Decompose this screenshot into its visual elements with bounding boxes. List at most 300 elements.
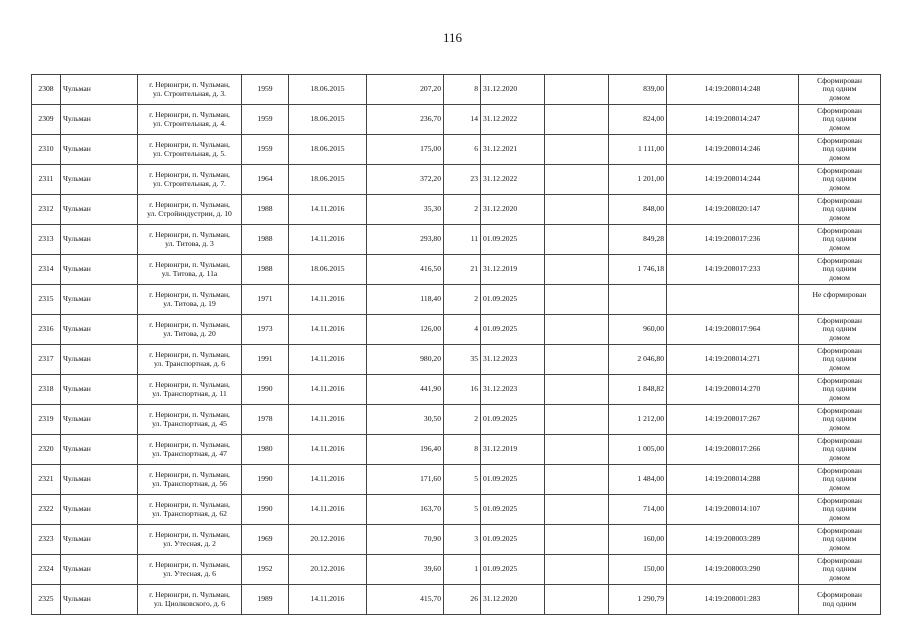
settlement-cell-text: Чульман bbox=[63, 594, 91, 604]
land-status-cell bbox=[799, 345, 881, 375]
address-cell bbox=[138, 285, 242, 315]
count-cell bbox=[444, 135, 481, 165]
table-row bbox=[32, 75, 881, 105]
empty-cell bbox=[545, 195, 609, 225]
inclusion-date-cell bbox=[289, 105, 367, 135]
area-cell-text: 236,70 bbox=[420, 114, 441, 124]
deadline-cell-text: 31.12.2023 bbox=[483, 354, 518, 364]
inclusion-date-cell bbox=[289, 75, 367, 105]
year-built-cell-text: 1988 bbox=[257, 264, 273, 274]
area-cell bbox=[367, 315, 444, 345]
row-number bbox=[32, 555, 61, 585]
land-status-cell bbox=[799, 135, 881, 165]
year-built-cell-text: 1988 bbox=[257, 204, 273, 214]
row-number-text: 2313 bbox=[38, 234, 54, 244]
address-cell-text: г. Нерюнгри, п. Чульман, bbox=[149, 560, 230, 569]
land-status-cell-text: домом bbox=[829, 272, 850, 282]
address-cell-text: ул. Строительная, д. 3. bbox=[152, 88, 227, 98]
address-cell bbox=[138, 315, 242, 345]
year-built-cell-text: 1989 bbox=[257, 594, 273, 604]
address-cell-text: ул. Утесная, д. 2 bbox=[163, 538, 216, 548]
area-cell bbox=[367, 495, 444, 525]
land-status-cell-text: Сформирован bbox=[817, 435, 862, 445]
count-cell bbox=[444, 585, 481, 615]
cadastral-number-cell bbox=[667, 435, 799, 465]
year-built-cell-text: 1990 bbox=[257, 384, 273, 394]
inclusion-date-cell-text: 14.11.2016 bbox=[310, 204, 345, 214]
year-built-cell bbox=[242, 165, 289, 195]
settlement-cell-text: Чульман bbox=[63, 84, 91, 94]
land-area-cell-text: 960,00 bbox=[643, 324, 664, 334]
settlement-cell bbox=[61, 165, 138, 195]
area-cell-text: 35,30 bbox=[423, 204, 441, 214]
area-cell bbox=[367, 555, 444, 585]
address-cell-text: г. Нерюнгри, п. Чульман, bbox=[149, 320, 230, 329]
cadastral-number-cell-text: 14:19:208017:233 bbox=[704, 264, 761, 274]
table-row bbox=[32, 525, 881, 555]
area-cell-text: 415,70 bbox=[420, 594, 441, 604]
address-cell-text: г. Нерюнгри, п. Чульман, bbox=[149, 290, 230, 299]
address-cell bbox=[138, 405, 242, 435]
deadline-cell bbox=[481, 75, 545, 105]
count-cell bbox=[444, 465, 481, 495]
settlement-cell-text: Чульман bbox=[63, 144, 91, 154]
inclusion-date-cell bbox=[289, 285, 367, 315]
empty-cell bbox=[545, 585, 609, 615]
row-number-text: 2325 bbox=[38, 594, 54, 604]
cadastral-number-cell bbox=[667, 195, 799, 225]
land-status-cell-text: Сформирован bbox=[817, 225, 862, 235]
land-status-cell-text: под одним bbox=[822, 414, 857, 424]
land-status-cell-text: Сформирован bbox=[817, 255, 862, 265]
year-built-cell bbox=[242, 255, 289, 285]
area-cell-text: 70,90 bbox=[423, 534, 441, 544]
address-cell-text: ул. Транспортная, д. 11 bbox=[152, 388, 227, 398]
count-cell-text: 4 bbox=[474, 324, 478, 334]
land-area-cell bbox=[609, 285, 667, 315]
row-number-text: 2323 bbox=[38, 534, 54, 544]
cadastral-number-cell bbox=[667, 495, 799, 525]
land-area-cell bbox=[609, 465, 667, 495]
row-number bbox=[32, 255, 61, 285]
cadastral-number-cell-text: 14:19:208014:288 bbox=[704, 474, 761, 484]
settlement-cell-text: Чульман bbox=[63, 444, 91, 454]
address-cell-text: г. Нерюнгри, п. Чульман, bbox=[149, 500, 230, 509]
deadline-cell-text: 31.12.2020 bbox=[483, 84, 518, 94]
row-number bbox=[32, 405, 61, 435]
row-number-text: 2314 bbox=[38, 264, 54, 274]
cadastral-number-cell-text: 14:19:208017:236 bbox=[704, 234, 761, 244]
count-cell-text: 1 bbox=[474, 564, 478, 574]
land-status-cell-text: Сформирован bbox=[817, 590, 862, 599]
page-number: 116 bbox=[442, 30, 463, 45]
deadline-cell-text: 01.09.2025 bbox=[483, 504, 518, 514]
address-cell bbox=[138, 585, 242, 615]
count-cell bbox=[444, 495, 481, 525]
settlement-cell bbox=[61, 285, 138, 315]
inclusion-date-cell-text: 18.06.2015 bbox=[310, 174, 345, 184]
inclusion-date-cell-text: 14.11.2016 bbox=[310, 234, 345, 244]
count-cell-text: 2 bbox=[474, 294, 478, 304]
table-row bbox=[32, 285, 881, 315]
cadastral-number-cell bbox=[667, 585, 799, 615]
address-cell bbox=[138, 375, 242, 405]
deadline-cell-text: 31.12.2023 bbox=[483, 384, 518, 394]
land-area-cell bbox=[609, 375, 667, 405]
row-number-text: 2317 bbox=[38, 354, 54, 364]
land-status-cell bbox=[799, 465, 881, 495]
settlement-cell bbox=[61, 135, 138, 165]
count-cell-text: 14 bbox=[470, 114, 478, 124]
table-row bbox=[32, 435, 881, 465]
land-status-cell bbox=[799, 435, 881, 465]
deadline-cell-text: 31.12.2022 bbox=[483, 114, 518, 124]
land-area-cell-text: 2 046,80 bbox=[637, 354, 664, 364]
row-number bbox=[32, 495, 61, 525]
cadastral-number-cell bbox=[667, 105, 799, 135]
cadastral-number-cell bbox=[667, 375, 799, 405]
year-built-cell-text: 1978 bbox=[257, 414, 273, 424]
count-cell bbox=[444, 225, 481, 255]
row-number-text: 2311 bbox=[38, 174, 54, 184]
inclusion-date-cell-text: 18.06.2015 bbox=[310, 264, 345, 274]
address-cell-text: ул. Транспортная, д. 47 bbox=[152, 448, 227, 458]
deadline-cell bbox=[481, 165, 545, 195]
land-status-cell bbox=[799, 195, 881, 225]
table-row bbox=[32, 225, 881, 255]
inclusion-date-cell-text: 14.11.2016 bbox=[310, 324, 345, 334]
land-status-cell-text: Сформирован bbox=[817, 135, 862, 145]
registry-table bbox=[31, 74, 881, 615]
land-area-cell-text: 1 212,00 bbox=[637, 414, 664, 424]
deadline-cell bbox=[481, 585, 545, 615]
inclusion-date-cell bbox=[289, 135, 367, 165]
year-built-cell bbox=[242, 525, 289, 555]
land-status-cell-text: Сформирован bbox=[817, 405, 862, 415]
count-cell bbox=[444, 555, 481, 585]
settlement-cell-text: Чульман bbox=[63, 204, 91, 214]
year-built-cell-text: 1964 bbox=[257, 174, 273, 184]
table-row bbox=[32, 375, 881, 405]
settlement-cell bbox=[61, 465, 138, 495]
land-status-cell-text: Сформирован bbox=[817, 195, 862, 205]
inclusion-date-cell-text: 20.12.2016 bbox=[310, 534, 345, 544]
inclusion-date-cell bbox=[289, 255, 367, 285]
year-built-cell bbox=[242, 315, 289, 345]
land-area-cell bbox=[609, 135, 667, 165]
land-status-cell-text: домом bbox=[829, 362, 850, 372]
address-cell-text: ул. Транспортная, д. 56 bbox=[152, 478, 227, 488]
count-cell bbox=[444, 105, 481, 135]
address-cell bbox=[138, 165, 242, 195]
area-cell-text: 207,20 bbox=[420, 84, 441, 94]
inclusion-date-cell-text: 14.11.2016 bbox=[310, 594, 345, 604]
settlement-cell-text: Чульман bbox=[63, 234, 91, 244]
area-cell bbox=[367, 585, 444, 615]
address-cell-text: г. Нерюнгри, п. Чульман, bbox=[149, 140, 230, 149]
deadline-cell bbox=[481, 195, 545, 225]
inclusion-date-cell-text: 18.06.2015 bbox=[310, 114, 345, 124]
year-built-cell bbox=[242, 75, 289, 105]
empty-cell bbox=[545, 375, 609, 405]
deadline-cell-text: 01.09.2025 bbox=[483, 534, 518, 544]
land-status-cell-text: под одним bbox=[822, 444, 857, 454]
cadastral-number-cell-text: 14:19:208001:283 bbox=[704, 594, 761, 604]
row-number bbox=[32, 285, 61, 315]
row-number bbox=[32, 225, 61, 255]
address-cell-text: ул. Транспортная, д. 45 bbox=[152, 418, 227, 428]
settlement-cell bbox=[61, 225, 138, 255]
land-status-cell-text: Не сформирован bbox=[812, 290, 867, 299]
settlement-cell-text: Чульман bbox=[63, 114, 91, 124]
land-area-cell-text: 1 484,00 bbox=[637, 474, 664, 484]
land-status-cell-text: Сформирован bbox=[817, 465, 862, 475]
settlement-cell bbox=[61, 525, 138, 555]
settlement-cell bbox=[61, 495, 138, 525]
land-area-cell-text: 160,00 bbox=[643, 534, 664, 544]
address-cell-text: г. Нерюнгри, п. Чульман, bbox=[149, 230, 230, 239]
land-area-cell bbox=[609, 315, 667, 345]
row-number-text: 2310 bbox=[38, 144, 54, 154]
count-cell-text: 5 bbox=[474, 474, 478, 484]
land-area-cell bbox=[609, 255, 667, 285]
cadastral-number-cell bbox=[667, 285, 799, 315]
cadastral-number-cell-text: 14:19:208014:270 bbox=[704, 384, 761, 394]
empty-cell bbox=[545, 105, 609, 135]
area-cell-text: 30,50 bbox=[423, 414, 441, 424]
row-number bbox=[32, 435, 61, 465]
row-number bbox=[32, 165, 61, 195]
area-cell bbox=[367, 225, 444, 255]
address-cell-text: ул. Транспортная, д. 62 bbox=[152, 508, 227, 518]
inclusion-date-cell bbox=[289, 585, 367, 615]
land-area-cell bbox=[609, 105, 667, 135]
land-status-cell-text: домом bbox=[829, 482, 850, 492]
empty-cell bbox=[545, 285, 609, 315]
year-built-cell bbox=[242, 465, 289, 495]
count-cell-text: 26 bbox=[470, 594, 478, 604]
count-cell bbox=[444, 75, 481, 105]
cadastral-number-cell-text: 14:19:208014:247 bbox=[704, 114, 761, 124]
empty-cell bbox=[545, 255, 609, 285]
land-area-cell-text: 1 848,82 bbox=[637, 384, 664, 394]
address-cell bbox=[138, 555, 242, 585]
address-cell bbox=[138, 105, 242, 135]
land-area-cell bbox=[609, 585, 667, 615]
address-cell-text: ул. Строительная, д. 5. bbox=[152, 148, 227, 158]
deadline-cell-text: 31.12.2020 bbox=[483, 204, 518, 214]
empty-cell bbox=[545, 75, 609, 105]
row-number-text: 2312 bbox=[38, 204, 54, 214]
year-built-cell-text: 1990 bbox=[257, 474, 273, 484]
year-built-cell-text: 1971 bbox=[257, 294, 273, 304]
address-cell-text: г. Нерюнгри, п. Чульман, bbox=[149, 170, 230, 179]
land-area-cell-text: 839,00 bbox=[643, 84, 664, 94]
land-status-cell-text: домом bbox=[829, 332, 850, 342]
row-number bbox=[32, 195, 61, 225]
settlement-cell-text: Чульман bbox=[63, 294, 91, 304]
land-area-cell bbox=[609, 195, 667, 225]
area-cell bbox=[367, 285, 444, 315]
year-built-cell bbox=[242, 195, 289, 225]
year-built-cell bbox=[242, 345, 289, 375]
land-area-cell bbox=[609, 75, 667, 105]
land-area-cell bbox=[609, 165, 667, 195]
deadline-cell-text: 01.09.2025 bbox=[483, 234, 518, 244]
area-cell-text: 126,00 bbox=[420, 324, 441, 334]
inclusion-date-cell bbox=[289, 225, 367, 255]
area-cell bbox=[367, 465, 444, 495]
deadline-cell-text: 31.12.2022 bbox=[483, 174, 518, 184]
count-cell bbox=[444, 345, 481, 375]
row-number-text: 2319 bbox=[38, 414, 54, 424]
row-number bbox=[32, 585, 61, 615]
count-cell-text: 5 bbox=[474, 504, 478, 514]
inclusion-date-cell-text: 14.11.2016 bbox=[310, 354, 345, 364]
address-cell-text: г. Нерюнгри, п. Чульман, bbox=[149, 380, 230, 389]
land-status-cell bbox=[799, 525, 881, 555]
count-cell bbox=[444, 435, 481, 465]
empty-cell bbox=[545, 315, 609, 345]
land-area-cell bbox=[609, 225, 667, 255]
table-row bbox=[32, 135, 881, 165]
table-row bbox=[32, 465, 881, 495]
row-number bbox=[32, 465, 61, 495]
table-row bbox=[32, 105, 881, 135]
inclusion-date-cell bbox=[289, 375, 367, 405]
area-cell bbox=[367, 525, 444, 555]
address-cell bbox=[138, 135, 242, 165]
table-row bbox=[32, 165, 881, 195]
deadline-cell bbox=[481, 465, 545, 495]
land-status-cell-text: под одним bbox=[822, 598, 857, 608]
settlement-cell-text: Чульман bbox=[63, 504, 91, 514]
land-status-cell-text: под одним bbox=[822, 534, 857, 544]
deadline-cell-text: 31.12.2019 bbox=[483, 444, 518, 454]
count-cell-text: 16 bbox=[470, 384, 478, 394]
land-area-cell-text: 848,00 bbox=[643, 204, 664, 214]
deadline-cell bbox=[481, 405, 545, 435]
settlement-cell bbox=[61, 555, 138, 585]
area-cell-text: 196,40 bbox=[420, 444, 441, 454]
land-status-cell-text: домом bbox=[829, 542, 850, 552]
year-built-cell-text: 1959 bbox=[257, 144, 273, 154]
address-cell-text: г. Нерюнгри, п. Чульман, bbox=[149, 110, 230, 119]
land-status-cell-text: Сформирован bbox=[817, 345, 862, 355]
table-row bbox=[32, 585, 881, 615]
deadline-cell bbox=[481, 345, 545, 375]
row-number-text: 2316 bbox=[38, 324, 54, 334]
settlement-cell bbox=[61, 195, 138, 225]
year-built-cell-text: 1980 bbox=[257, 444, 273, 454]
land-status-cell-text: домом bbox=[829, 212, 850, 222]
deadline-cell bbox=[481, 315, 545, 345]
inclusion-date-cell-text: 14.11.2016 bbox=[310, 414, 345, 424]
row-number bbox=[32, 105, 61, 135]
area-cell bbox=[367, 405, 444, 435]
address-cell-text: г. Нерюнгри, п. Чульман, bbox=[149, 350, 230, 359]
row-number-text: 2308 bbox=[38, 84, 54, 94]
count-cell bbox=[444, 255, 481, 285]
deadline-cell-text: 01.09.2025 bbox=[483, 474, 518, 484]
area-cell-text: 416,50 bbox=[420, 264, 441, 274]
land-status-cell-text: Сформирован bbox=[817, 555, 862, 565]
table-body bbox=[32, 75, 881, 615]
address-cell bbox=[138, 345, 242, 375]
deadline-cell bbox=[481, 105, 545, 135]
cadastral-number-cell-text: 14:19:208003:289 bbox=[704, 534, 761, 544]
land-status-cell-text: Сформирован bbox=[817, 495, 862, 505]
settlement-cell bbox=[61, 105, 138, 135]
row-number bbox=[32, 135, 61, 165]
area-cell-text: 372,20 bbox=[420, 174, 441, 184]
year-built-cell bbox=[242, 555, 289, 585]
land-status-cell-text: под одним bbox=[822, 174, 857, 184]
inclusion-date-cell bbox=[289, 345, 367, 375]
empty-cell bbox=[545, 135, 609, 165]
settlement-cell-text: Чульман bbox=[63, 264, 91, 274]
land-status-cell-text: домом bbox=[829, 152, 850, 162]
inclusion-date-cell-text: 14.11.2016 bbox=[310, 384, 345, 394]
cadastral-number-cell-text: 14:19:208014:107 bbox=[704, 504, 761, 514]
count-cell-text: 2 bbox=[474, 414, 478, 424]
address-cell bbox=[138, 195, 242, 225]
land-area-cell-text: 1 111,00 bbox=[637, 144, 664, 154]
inclusion-date-cell bbox=[289, 315, 367, 345]
count-cell-text: 35 bbox=[470, 354, 478, 364]
land-status-cell-text: под одним bbox=[822, 564, 857, 574]
land-status-cell bbox=[799, 75, 881, 105]
land-status-cell bbox=[799, 255, 881, 285]
year-built-cell bbox=[242, 105, 289, 135]
settlement-cell bbox=[61, 585, 138, 615]
area-cell-text: 293,80 bbox=[420, 234, 441, 244]
land-status-cell bbox=[799, 585, 881, 615]
deadline-cell bbox=[481, 495, 545, 525]
deadline-cell-text: 01.09.2025 bbox=[483, 564, 518, 574]
land-status-cell bbox=[799, 405, 881, 435]
address-cell bbox=[138, 435, 242, 465]
land-area-cell bbox=[609, 555, 667, 585]
settlement-cell-text: Чульман bbox=[63, 414, 91, 424]
count-cell-text: 21 bbox=[470, 264, 478, 274]
settlement-cell bbox=[61, 405, 138, 435]
deadline-cell-text: 31.12.2020 bbox=[483, 594, 518, 604]
area-cell-text: 163,70 bbox=[420, 504, 441, 514]
area-cell bbox=[367, 435, 444, 465]
settlement-cell bbox=[61, 75, 138, 105]
area-cell bbox=[367, 195, 444, 225]
empty-cell bbox=[545, 495, 609, 525]
deadline-cell bbox=[481, 435, 545, 465]
count-cell bbox=[444, 315, 481, 345]
table-row bbox=[32, 195, 881, 225]
settlement-cell bbox=[61, 435, 138, 465]
address-cell-text: г. Нерюнгри, п. Чульман, bbox=[149, 530, 230, 539]
land-status-cell-text: под одним bbox=[822, 114, 857, 124]
settlement-cell bbox=[61, 255, 138, 285]
land-area-cell-text: 1 290,79 bbox=[637, 594, 664, 604]
address-cell-text: г. Нерюнгри, п. Чульман, bbox=[149, 440, 230, 449]
land-area-cell-text: 714,00 bbox=[643, 504, 664, 514]
land-status-cell bbox=[799, 105, 881, 135]
land-status-cell-text: под одним bbox=[822, 234, 857, 244]
count-cell bbox=[444, 525, 481, 555]
address-cell bbox=[138, 225, 242, 255]
land-area-cell-text: 150,00 bbox=[643, 564, 664, 574]
area-cell bbox=[367, 135, 444, 165]
inclusion-date-cell-text: 14.11.2016 bbox=[310, 444, 345, 454]
